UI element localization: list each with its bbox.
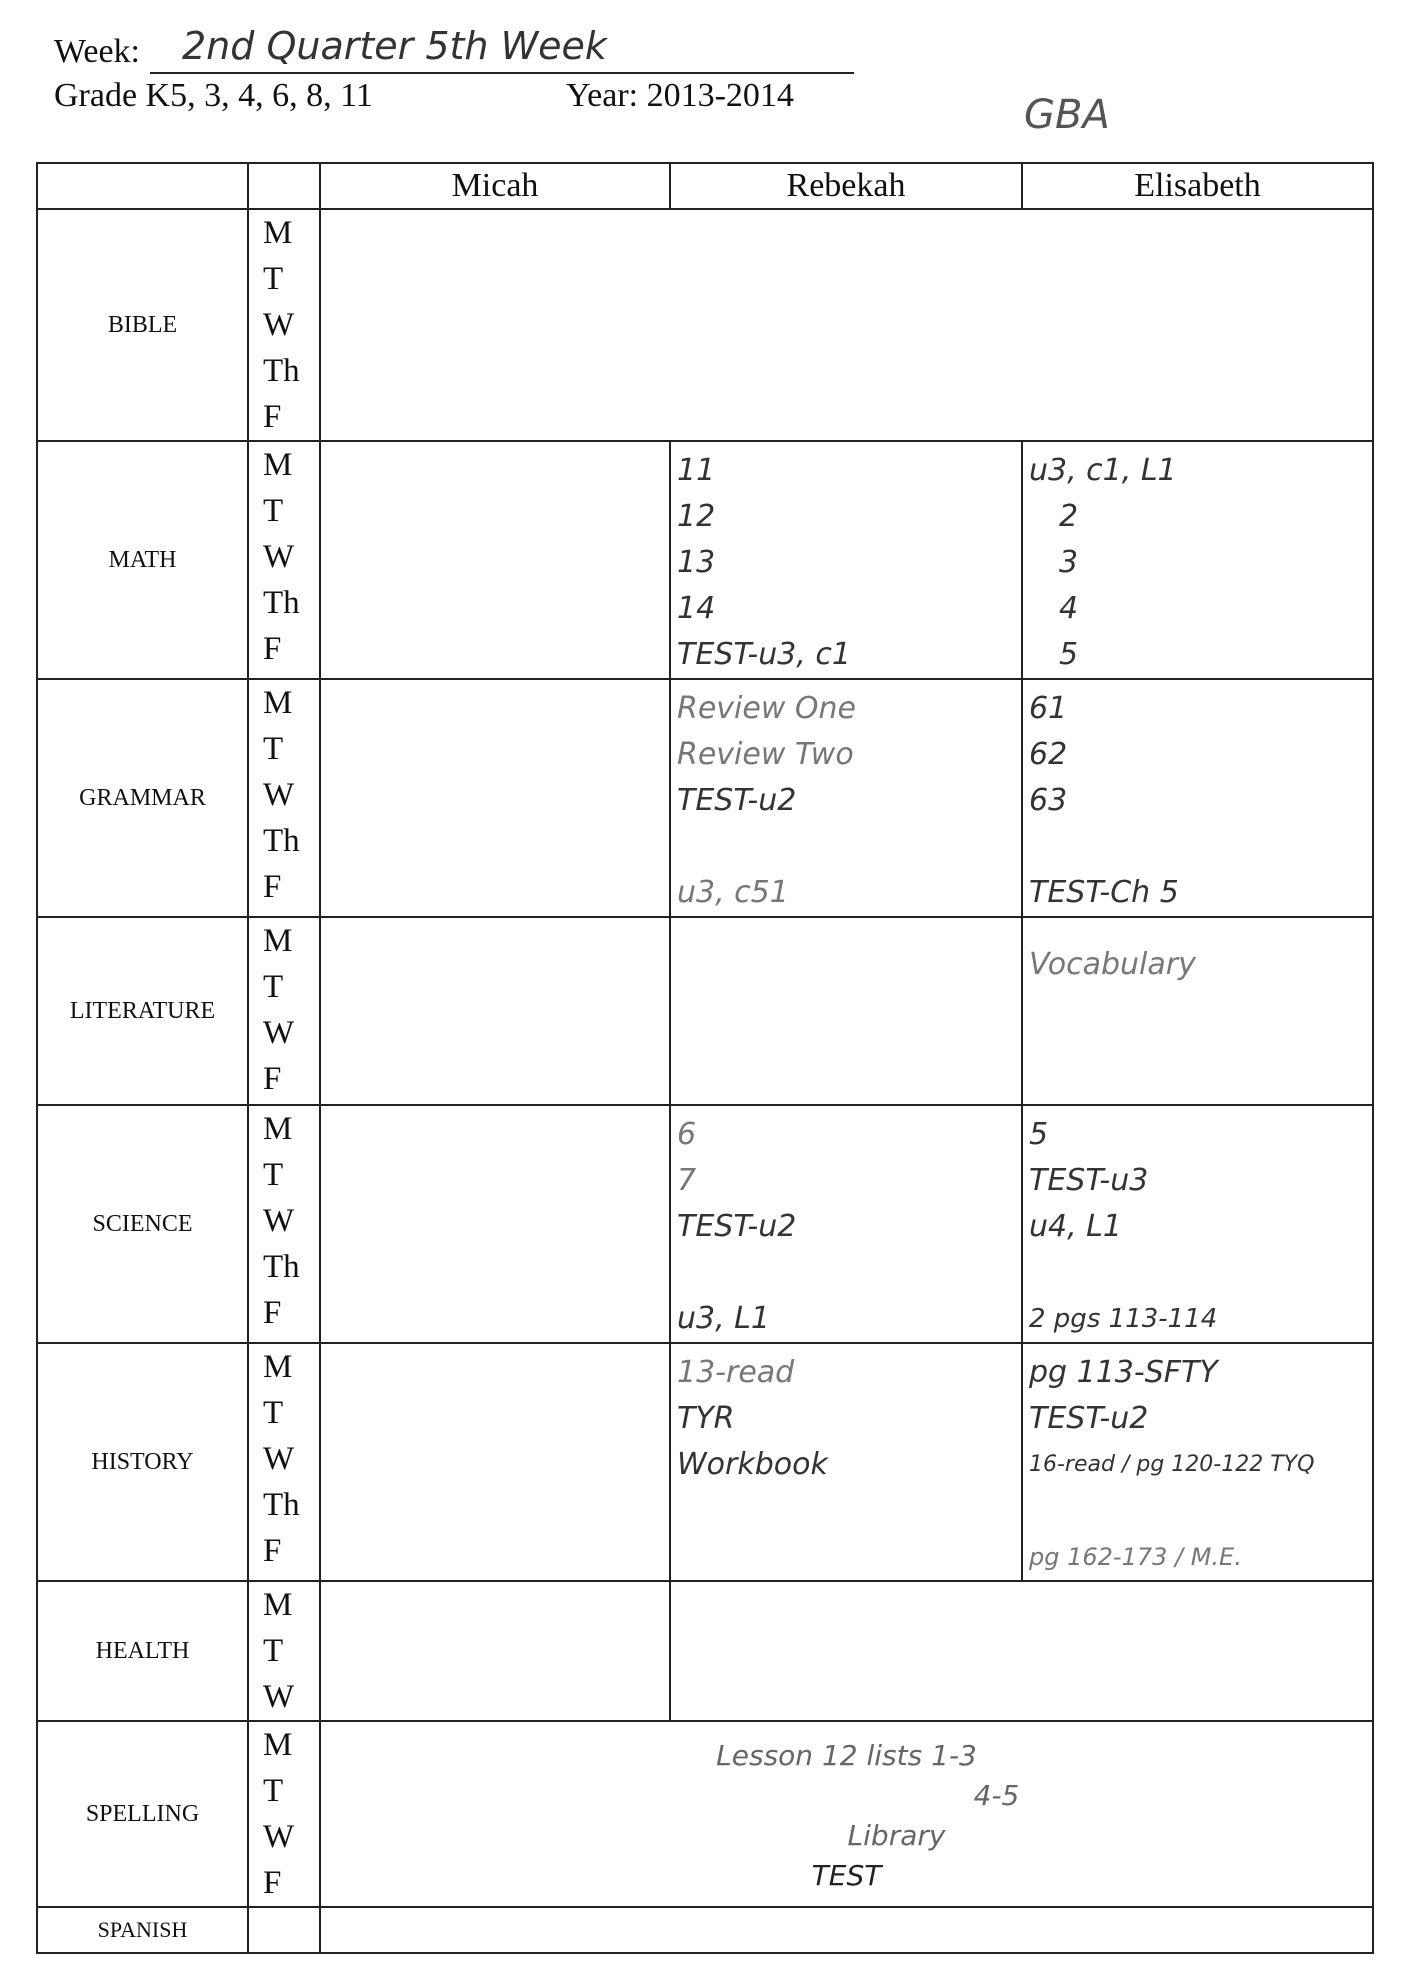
rebekah-history-cell <box>670 1343 1022 1581</box>
subject-label: BIBLE <box>37 209 248 441</box>
day-th: Th <box>263 585 300 621</box>
row-science <box>37 1105 1373 1343</box>
rebekah-science-cell <box>670 1105 1022 1343</box>
subject-label: MATH <box>37 441 248 679</box>
micah-science-cell <box>320 1105 670 1343</box>
assignment: TEST-u2 <box>677 1209 797 1244</box>
day-t: T <box>263 261 284 297</box>
day-t: T <box>263 1395 284 1431</box>
assignment: TEST-Ch 5 <box>1029 875 1179 910</box>
week-value: 2nd Quarter 5th Week <box>182 24 607 68</box>
assignment: 6 <box>677 1117 697 1152</box>
day-list <box>248 441 320 679</box>
day-list <box>248 679 320 917</box>
assignment: 11 <box>677 453 716 488</box>
assignment: 2 <box>1059 499 1079 534</box>
rebekah-elisabeth-health-cell <box>670 1581 1373 1721</box>
subject-label: GRAMMAR <box>37 679 248 917</box>
day-m: M <box>263 1587 293 1623</box>
spelling-assignments <box>320 1721 1373 1907</box>
spanish-day-cell <box>248 1907 320 1953</box>
row-history <box>37 1343 1373 1581</box>
lesson-plan-table <box>36 162 1374 1954</box>
assignment: 5 <box>1029 1117 1049 1152</box>
day-f: F <box>263 1533 282 1569</box>
elisabeth-grammar-cell <box>1022 679 1373 917</box>
assignment: 7 <box>677 1163 697 1198</box>
assignment: Review Two <box>677 737 854 772</box>
day-header-cell <box>248 163 320 209</box>
day-list <box>248 917 320 1105</box>
assignment <box>1029 1250 1372 1296</box>
assignment: Workbook <box>677 1447 828 1482</box>
assignment: u3, c1, L1 <box>1029 453 1177 488</box>
day-list <box>248 1581 320 1721</box>
subject-label: HEALTH <box>37 1581 248 1721</box>
assignment: u3, c51 <box>677 875 789 910</box>
assignment: 4 <box>1059 591 1079 626</box>
spanish-assignments <box>320 1907 1373 1953</box>
assignment: 13-read <box>677 1355 795 1390</box>
assignment: TEST <box>811 1859 882 1892</box>
assignment: 3 <box>1059 545 1079 580</box>
day-list <box>248 1105 320 1343</box>
assignment: TEST-u2 <box>677 783 797 818</box>
elisabeth-science-cell <box>1022 1105 1373 1343</box>
day-m: M <box>263 923 293 959</box>
assignment: 13 <box>677 545 716 580</box>
day-f: F <box>263 1295 282 1331</box>
assignment: TEST-u2 <box>1029 1401 1149 1436</box>
day-w: W <box>263 539 295 575</box>
micah-math-cell <box>320 441 670 679</box>
assignment: Lesson 12 lists 1-3 <box>716 1739 977 1772</box>
grade-label: Grade K5, 3, 4, 6, 8, 11 <box>54 77 373 114</box>
column-header-elisabeth: Elisabeth <box>1022 163 1373 209</box>
column-header-rebekah: Rebekah <box>670 163 1022 209</box>
day-m: M <box>263 1727 293 1763</box>
day-t: T <box>263 493 284 529</box>
subject-label: SCIENCE <box>37 1105 248 1343</box>
assignment: TYR <box>677 1401 735 1436</box>
row-math <box>37 441 1373 679</box>
day-t: T <box>263 1157 284 1193</box>
micah-grammar-cell <box>320 679 670 917</box>
day-w: W <box>263 1441 295 1477</box>
assignment: Library <box>847 1819 946 1852</box>
assignment: TEST-u3 <box>1029 1163 1149 1198</box>
micah-history-cell <box>320 1343 670 1581</box>
row-literature <box>37 917 1373 1105</box>
day-list <box>248 209 320 441</box>
elisabeth-literature-cell <box>1022 917 1373 1105</box>
micah-literature-cell <box>320 917 670 1105</box>
assignment: Vocabulary <box>1029 947 1196 982</box>
assignment: pg 162-173 / M.E. <box>1029 1543 1242 1571</box>
subject-label: LITERATURE <box>37 917 248 1105</box>
day-th: Th <box>263 1249 300 1285</box>
assignment: 62 <box>1029 737 1068 772</box>
row-grammar <box>37 679 1373 917</box>
elisabeth-math-cell <box>1022 441 1373 679</box>
day-m: M <box>263 685 293 721</box>
school-note: GBA <box>1024 92 1110 138</box>
day-list <box>248 1343 320 1581</box>
rebekah-literature-cell <box>670 917 1022 1105</box>
day-t: T <box>263 731 284 767</box>
day-list <box>248 1721 320 1907</box>
assignment <box>677 824 1021 870</box>
assignment <box>677 1250 1021 1296</box>
day-t: T <box>263 1773 284 1809</box>
assignment: 14 <box>677 591 716 626</box>
day-w: W <box>263 1819 295 1855</box>
assignment: u4, L1 <box>1029 1209 1122 1244</box>
rebekah-grammar-cell <box>670 679 1022 917</box>
assignment: Review One <box>677 691 857 726</box>
day-w: W <box>263 1015 295 1051</box>
day-m: M <box>263 447 293 483</box>
day-th: Th <box>263 1487 300 1523</box>
assignment: 16-read / pg 120-122 TYQ <box>1029 1452 1315 1477</box>
subject-label: HISTORY <box>37 1343 248 1581</box>
day-w: W <box>263 777 295 813</box>
assignment: u3, L1 <box>677 1301 770 1336</box>
week-underline <box>150 72 854 74</box>
assignment: 61 <box>1029 691 1068 726</box>
day-th: Th <box>263 353 300 389</box>
day-f: F <box>263 869 282 905</box>
assignment: TEST-u3, c1 <box>677 637 851 672</box>
header-row <box>37 163 1373 209</box>
day-w: W <box>263 1679 295 1715</box>
day-t: T <box>263 969 284 1005</box>
bible-assignments <box>320 209 1373 441</box>
assignment: 63 <box>1029 783 1068 818</box>
day-w: W <box>263 1203 295 1239</box>
row-bible <box>37 209 1373 441</box>
micah-health-cell <box>320 1581 670 1721</box>
row-spelling <box>37 1721 1373 1907</box>
day-w: W <box>263 307 295 343</box>
day-f: F <box>263 1865 282 1901</box>
assignment: 4-5 <box>973 1779 1020 1812</box>
corner-cell <box>37 163 248 209</box>
assignment: pg 113-SFTY <box>1029 1355 1218 1390</box>
day-th: Th <box>263 823 300 859</box>
day-f: F <box>263 631 282 667</box>
row-health <box>37 1581 1373 1721</box>
subject-label: SPELLING <box>37 1721 248 1907</box>
assignment <box>1029 1488 1372 1534</box>
week-label: Week: <box>54 33 140 70</box>
day-m: M <box>263 1349 293 1385</box>
row-spanish <box>37 1907 1373 1953</box>
assignment <box>1029 824 1372 870</box>
elisabeth-history-cell <box>1022 1343 1373 1581</box>
subject-label: SPANISH <box>37 1907 248 1953</box>
year-label: Year: 2013-2014 <box>566 77 794 114</box>
assignment: 5 <box>1059 637 1079 672</box>
day-t: T <box>263 1633 284 1669</box>
day-f: F <box>263 399 282 435</box>
day-f: F <box>263 1061 282 1097</box>
assignment: 12 <box>677 499 716 534</box>
assignment: 2 pgs 113-114 <box>1029 1304 1218 1334</box>
day-m: M <box>263 1111 293 1147</box>
day-m: M <box>263 215 293 251</box>
rebekah-math-cell <box>670 441 1022 679</box>
column-header-micah: Micah <box>320 163 670 209</box>
